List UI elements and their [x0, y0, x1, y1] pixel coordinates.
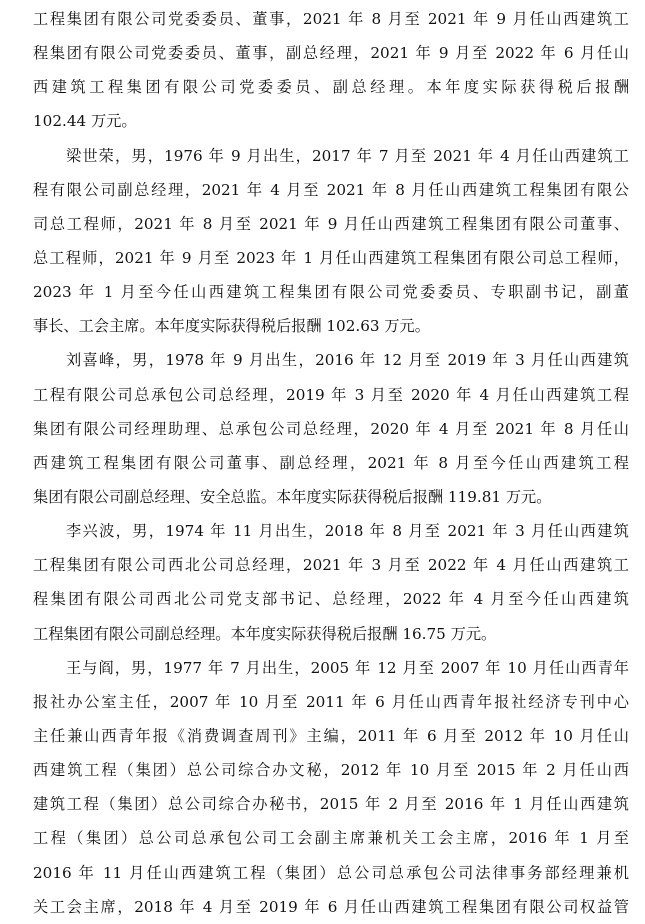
text-line: 报社办公室主任，2007 年 10 月至 2011 年 6 月任山西青年报社经济专刊中心 [33, 692, 629, 711]
text-line: 2023 年 1 月至今任山西建筑工程集团有限公司党委委员、专职副书记，副董 [33, 283, 629, 302]
text-line: 建筑工程（集团）总公司综合办秘书，2015 年 2 月至 2016 年 1 月任山西建筑 [33, 795, 629, 814]
text-line: 集团有限公司副总经理、安全总监。本年度实际获得税后报酬 119.81 万元。 [33, 487, 552, 506]
text-line: 集团有限公司经理助理、总承包公司总经理，2020 年 4 月至 2021 年 8 月任山 [33, 419, 629, 438]
text-line: 工程（集团）总公司总承包公司工会副主席兼机关工会主席，2016 年 1 月至 [33, 829, 629, 848]
text-line: 西建筑工程集团有限公司董事、副总经理，2021 年 8 月至今任山西建筑工程 [33, 453, 629, 472]
paragraph-start-line: 梁世荣，男，1976 年 9 月出生，2017 年 7 月至 2021 年 4 月任山西建筑工 [66, 146, 629, 165]
text-line: 西建筑工程（集团）总公司综合办文秘，2012 年 10 月至 2015 年 2 月任山西 [33, 761, 629, 780]
paragraph-start-line: 刘喜峰，男，1978 年 9 月出生，2016 年 12 月至 2019 年 3 月任山西建筑 [66, 351, 629, 370]
text-line: 司总工程师，2021 年 8 月至 2021 年 9 月任山西建筑工程集团有限公司董事、 [33, 214, 629, 233]
text-line: 工程集团有限公司党委委员、董事，2021 年 8 月至 2021 年 9 月任山西建筑工 [33, 10, 629, 28]
text-line: 工程集团有限公司副总经理。本年度实际获得税后报酬 16.75 万元。 [33, 624, 497, 643]
text-line: 程有限公司副总经理，2021 年 4 月至 2021 年 8 月任山西建筑工程集团有限公 [33, 180, 629, 199]
text-line: 关工会主席，2018 年 4 月至 2019 年 6 月任山西建筑工程集团有限公司权益管 [33, 897, 629, 916]
text-line: 程集团有限公司党委委员、董事，副总经理，2021 年 9 月至 2022 年 6 月任山 [33, 44, 629, 63]
text-line: 102.44 万元。 [33, 112, 137, 131]
text-line: 工程集团有限公司西北公司总经理，2021 年 3 月至 2022 年 4 月任山西建筑工 [33, 556, 629, 575]
text-line: 总工程师，2021 年 9 月至 2023 年 1 月任山西建筑工程集团有限公司总工程师， [33, 248, 629, 267]
text-line: 工程有限公司总承包公司总经理，2019 年 3 月至 2020 年 4 月任山西建筑工程 [33, 385, 629, 404]
paragraph-start-line: 王与阎，男，1977 年 7 月出生，2005 年 12 月至 2007 年 10 月任山西青年 [66, 658, 629, 677]
text-line: 程集团有限公司西北公司党支部书记、总经理，2022 年 4 月至今任山西建筑 [33, 590, 629, 609]
text-line: 主任兼山西青年报《消费调查周刊》主编，2011 年 6 月至 2012 年 10 月任山 [33, 726, 629, 745]
text-line: 事长、工会主席。本年度实际获得税后报酬 102.63 万元。 [33, 317, 430, 336]
paragraph-start-line: 李兴波，男，1974 年 11 月出生，2018 年 8 月至 2021 年 3 月任山西建筑 [66, 522, 629, 541]
text-line: 西建筑工程集团有限公司党委委员、副总经理。本年度实际获得税后报酬 [33, 78, 629, 97]
text-line: 2016 年 11 月任山西建筑工程（集团）总公司总承包公司法律事务部经理兼机 [33, 863, 629, 882]
